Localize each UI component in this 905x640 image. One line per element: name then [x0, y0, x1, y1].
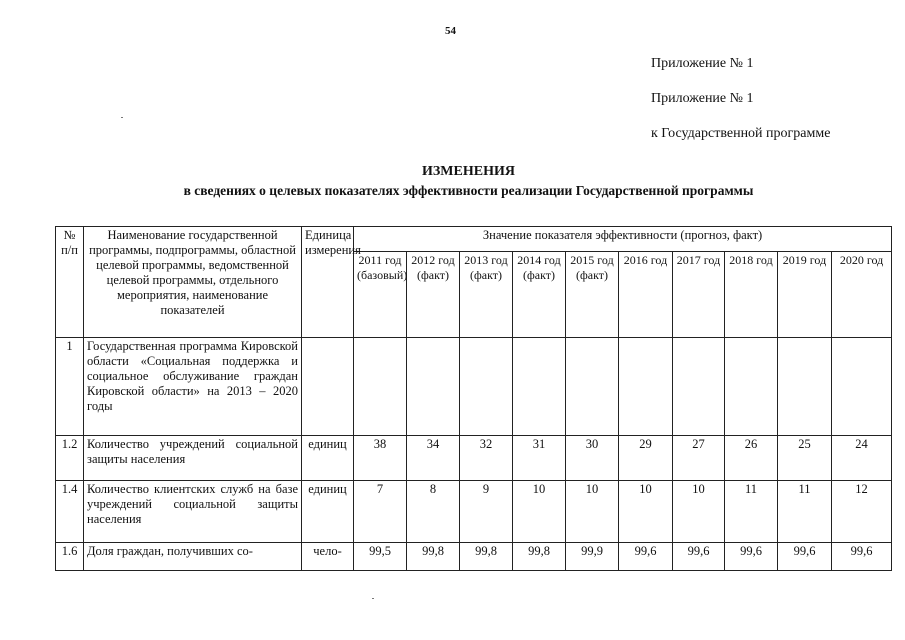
row-value: 34	[407, 436, 460, 481]
row-value: 99,8	[513, 543, 566, 571]
header-year: 2013 год (факт)	[460, 252, 513, 338]
row-name: Доля граждан, получивших со-	[84, 543, 302, 571]
row-value: 99,6	[725, 543, 778, 571]
row-value: 10	[566, 481, 619, 543]
row-value: 10	[673, 481, 725, 543]
row-value: 25	[778, 436, 832, 481]
document-subtitle-block	[0, 183, 905, 199]
row-value: 32	[460, 436, 513, 481]
header-year: 2019 год	[778, 252, 832, 338]
row-value: 99,6	[619, 543, 673, 571]
row-value: 26	[725, 436, 778, 481]
document-subtitle: в сведениях о целевых показателях эффективности реализации Государственной программы	[183, 183, 754, 198]
row-number: 1	[56, 338, 84, 436]
row-value: 99,6	[673, 543, 725, 571]
appendix-line-2: Приложение № 1	[651, 91, 754, 106]
row-value: 99,6	[778, 543, 832, 571]
row-value: 99,6	[832, 543, 892, 571]
row-value: 10	[619, 481, 673, 543]
row-value	[354, 338, 407, 436]
header-name: Наименование государственной программы, подпрограммы, областной целевой программы, ведомственной целевой программы, отдельного мероприятия, наименование показателей	[84, 227, 302, 338]
row-value	[513, 338, 566, 436]
row-number: 1.6	[56, 543, 84, 571]
scan-speck	[121, 117, 123, 118]
row-value	[460, 338, 513, 436]
table-row	[56, 436, 892, 481]
row-unit: единиц	[302, 481, 354, 543]
row-value: 99,8	[460, 543, 513, 571]
row-value: 99,8	[407, 543, 460, 571]
row-value: 10	[513, 481, 566, 543]
row-value: 9	[460, 481, 513, 543]
page-number: 54	[445, 25, 456, 37]
document-title-block	[0, 164, 905, 180]
table-header-row	[56, 227, 892, 252]
row-value: 11	[778, 481, 832, 543]
appendix-line-3: к Государственной программе	[651, 126, 831, 141]
row-value: 27	[673, 436, 725, 481]
row-value	[832, 338, 892, 436]
row-value	[566, 338, 619, 436]
row-value	[619, 338, 673, 436]
row-value: 99,5	[354, 543, 407, 571]
header-num: № п/п	[56, 227, 84, 338]
row-value: 12	[832, 481, 892, 543]
header-year: 2015 год (факт)	[566, 252, 619, 338]
row-value	[673, 338, 725, 436]
row-value	[778, 338, 832, 436]
row-value: 38	[354, 436, 407, 481]
row-name: Количество клиентских служб на базе учреждений социальной защиты населения	[84, 481, 302, 543]
row-name: Государственная программа Кировской области «Социальная поддержка и социальное обслуживание граждан Кировской области» на 2013 – 2020 годы	[84, 338, 302, 436]
row-value: 29	[619, 436, 673, 481]
header-year: 2017 год	[673, 252, 725, 338]
row-value: 24	[832, 436, 892, 481]
document-title: ИЗМЕНЕНИЯ	[422, 164, 515, 179]
row-value: 7	[354, 481, 407, 543]
row-value: 30	[566, 436, 619, 481]
row-value: 8	[407, 481, 460, 543]
row-value	[407, 338, 460, 436]
row-number: 1.2	[56, 436, 84, 481]
row-unit: единиц	[302, 436, 354, 481]
header-year: 2018 год	[725, 252, 778, 338]
row-unit	[302, 338, 354, 436]
header-year: 2011 год (базовый)	[354, 252, 407, 338]
header-indicator-values: Значение показателя эффективности (прогноз, факт)	[354, 227, 892, 252]
table-row	[56, 543, 892, 571]
table-row	[56, 338, 892, 436]
row-unit: чело-	[302, 543, 354, 571]
row-value	[725, 338, 778, 436]
header-year: 2016 год	[619, 252, 673, 338]
header-year: 2020 год	[832, 252, 892, 338]
indicators-table	[55, 226, 892, 571]
header-year: 2012 год (факт)	[407, 252, 460, 338]
table-row	[56, 481, 892, 543]
row-name: Количество учреждений социальной защиты населения	[84, 436, 302, 481]
row-number: 1.4	[56, 481, 84, 543]
row-value: 99,9	[566, 543, 619, 571]
header-year: 2014 год (факт)	[513, 252, 566, 338]
row-value: 31	[513, 436, 566, 481]
scan-speck	[372, 598, 374, 599]
appendix-line-1: Приложение № 1	[651, 56, 754, 71]
header-unit: Единица измерения	[302, 227, 354, 338]
row-value: 11	[725, 481, 778, 543]
